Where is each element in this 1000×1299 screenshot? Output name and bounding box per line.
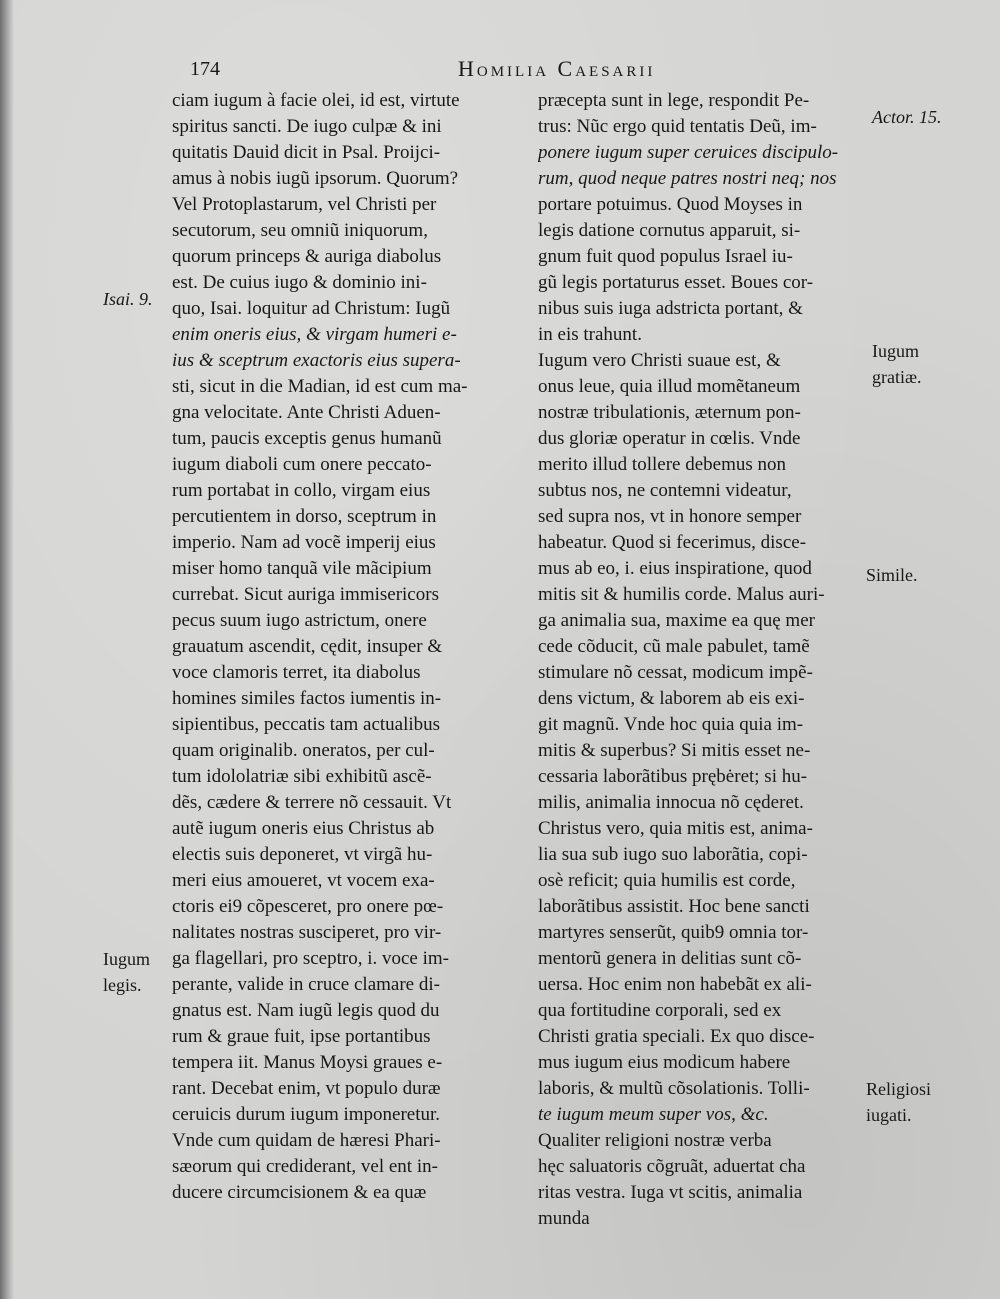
text-line: electis suis deponeret, vt virgã hu- [172, 844, 433, 865]
text-line: Iugum vero Christi suaue est, & [538, 350, 781, 371]
text-line: miser homo tanquã vile mãcipium [172, 558, 432, 579]
text-line: cede cõducit, cũ male pabulet, tamẽ [538, 636, 810, 657]
text-line: rum portabat in collo, virgam eius [172, 480, 431, 501]
margin-note-actor [872, 104, 942, 130]
text-line: gnum fuit quod populus Israel iu- [538, 246, 793, 267]
text-line: hęc saluatoris cõgruãt, aduertat cha [538, 1156, 806, 1177]
text-line: in eis trahunt. [538, 324, 642, 345]
text-line: tum idololatriæ sibi exhibitũ ascẽ- [172, 766, 432, 787]
margin-note-text: Isai. 9. [103, 289, 153, 309]
text-line: gna velocitate. Ante Christi Aduen- [172, 402, 441, 423]
text-line: præcepta sunt in lege, respondit Pe- [538, 90, 810, 111]
text-line: est. De cuius iugo & dominio ini- [172, 272, 427, 293]
text-line: voce clamoris terret, ita diabolus [172, 662, 421, 683]
text-line: merito illud tollere debemus non [538, 454, 787, 475]
text-line: imperio. Nam ad vocẽ imperij eius [172, 532, 436, 553]
text-line: dẽs, cædere & terrere nõ cessauit. Vt [172, 792, 452, 813]
text-line: quo, Isai. loquitur ad Christum: Iugũ [172, 298, 451, 319]
text-line: sed supra nos, vt in honore semper [538, 506, 802, 527]
text-line: Christus vero, quia mitis est, anima- [538, 818, 813, 839]
text-line: Christi gratia speciali. Ex quo disce- [538, 1026, 815, 1047]
text-line: perante, valide in cruce clamare di- [172, 974, 440, 995]
text-line: gnatus est. Nam iugũ legis quod du [172, 1000, 440, 1021]
text-line: dens victum, & laborem ab eis exi- [538, 688, 805, 709]
text-line: sæorum qui crediderant, vel ent in- [172, 1156, 438, 1177]
margin-note-iugum-legis [103, 946, 150, 998]
text-line: habeatur. Quod si fecerimus, disce- [538, 532, 807, 553]
margin-note-religiosi [866, 1076, 931, 1128]
text-line: rum & graue fuit, ipse portantibus [172, 1026, 431, 1047]
text-line: munda [538, 1208, 590, 1229]
text-line: mitis sit & humilis corde. Malus auri- [538, 584, 825, 605]
text-line: subtus nos, ne contemni videatur, [538, 480, 792, 501]
text-line: currebat. Sicut auriga immisericors [172, 584, 439, 605]
text-line: tum, paucis exceptis genus humanũ [172, 428, 442, 449]
text-line: ctoris ei9 cõpesceret, pro onere pœ- [172, 896, 444, 917]
text-line: ponere iugum super ceruices discipulo- [538, 142, 839, 163]
text-line: rum, quod neque patres nostri neq; nos [538, 168, 837, 189]
text-line: secutorum, seu omniũ iniquorum, [172, 220, 428, 241]
text-line: meri eius amoueret, vt vocem exa- [172, 870, 435, 891]
text-line: laboris, & multũ cõsolationis. Tolli- [538, 1078, 810, 1099]
text-line: legis datione cornutus apparuit, si- [538, 220, 801, 241]
page-header [0, 56, 1000, 86]
text-line: dus gloriæ operatur in cœlis. Vnde [538, 428, 801, 449]
text-line: git magnũ. Vnde hoc quia quia im- [538, 714, 804, 735]
text-line: Qualiter religioni nostræ verba [538, 1130, 772, 1151]
margin-note-text: Actor. 15. [872, 107, 942, 127]
text-line: nalitates nostras susciperet, pro vir- [172, 922, 442, 943]
text-line: homines similes factos iumentis in- [172, 688, 442, 709]
text-line: gũ legis portaturus esset. Boues cor- [538, 272, 814, 293]
text-line: ceruicis durum iugum imponeretur. [172, 1104, 441, 1125]
text-line: ritas vestra. Iuga vt scitis, animalia [538, 1182, 803, 1203]
margin-note-line: iugati. [866, 1105, 912, 1125]
text-line: quorum princeps & auriga diabolus [172, 246, 442, 267]
page-gutter-shadow [0, 0, 14, 1299]
text-line: quam originalib. oneratos, per cul- [172, 740, 435, 761]
text-line: autẽ iugum oneris eius Christus ab [172, 818, 435, 839]
text-line: milis, animalia innocua nõ cęderet. [538, 792, 804, 813]
text-line: martyres senserũt, quib9 omnia tor- [538, 922, 809, 943]
right-text-column [538, 88, 868, 1232]
text-line: Vnde cum quidam de hæresi Phari- [172, 1130, 441, 1151]
text-line: sipientibus, peccatis tam actualibus [172, 714, 441, 735]
text-line: portare potuimus. Quod Moyses in [538, 194, 803, 215]
text-line: rant. Decebat enim, vt populo duræ [172, 1078, 441, 1099]
text-line: stimulare nõ cessat, modicum impẽ- [538, 662, 813, 683]
text-line: ius & sceptrum exactoris eius supera- [172, 350, 461, 371]
margin-note-iugum-gratiae [872, 338, 922, 390]
page-number: 174 [190, 58, 220, 80]
text-line: qua fortitudine corporali, sed ex [538, 1000, 782, 1021]
text-line: ducere circumcisionem & ea quæ [172, 1182, 427, 1203]
text-line: percutientem in dorso, sceptrum in [172, 506, 437, 527]
text-line: uersa. Hoc enim non habebãt ex ali- [538, 974, 812, 995]
margin-note-line: Religiosi [866, 1079, 932, 1099]
text-line: ciam iugum à facie olei, id est, virtute [172, 90, 460, 111]
text-line: tempera iit. Manus Moysi graues e- [172, 1052, 443, 1073]
text-line: mus ab eo, i. eius inspiratione, quod [538, 558, 812, 579]
text-line: iugum diaboli cum onere peccato- [172, 454, 432, 475]
margin-note-line: Iugum [872, 341, 919, 361]
text-line: ga flagellari, pro sceptro, i. voce im- [172, 948, 449, 969]
running-head: Homilia Caesarii [458, 56, 656, 81]
margin-note-simile [866, 562, 918, 588]
margin-note-isai [103, 286, 153, 312]
margin-note-text: Simile. [866, 565, 918, 585]
text-line: mentorũ genera in delitias sunt cõ- [538, 948, 802, 969]
margin-note-line: gratiæ. [872, 367, 922, 387]
left-text-column [172, 88, 522, 1206]
text-line: lia sua sub iugo suo laborãtia, copi- [538, 844, 808, 865]
text-line: amus à nobis iugũ ipsorum. Quorum? [172, 168, 459, 189]
text-line: spiritus sancti. De iugo culpæ & ini [172, 116, 442, 137]
text-line: mitis & superbus? Si mitis esset ne- [538, 740, 811, 761]
text-line: nibus suis iuga adstricta portant, & [538, 298, 803, 319]
text-line: cessaria laborãtibus prębėret; si hu- [538, 766, 808, 787]
text-line: osè reficit; quia humilis est corde, [538, 870, 796, 891]
text-line: laborãtibus assistit. Hoc bene sancti [538, 896, 810, 917]
margin-note-line: legis. [103, 975, 142, 995]
text-line: grauatum ascendit, cędit, insuper & [172, 636, 443, 657]
text-line: trus: Nũc ergo quid tentatis Deũ, im- [538, 116, 817, 137]
text-line: sti, sicut in die Madian, id est cum ma- [172, 376, 468, 397]
text-line: te iugum meum super vos, &c. [538, 1104, 769, 1125]
margin-note-line: Iugum [103, 949, 150, 969]
text-line: onus leue, quia illud momẽtaneum [538, 376, 801, 397]
text-line: nostræ tribulationis, æternum pon- [538, 402, 801, 423]
text-line: ga animalia sua, maxime ea quę mer [538, 610, 815, 631]
text-line: mus iugum eius modicum habere [538, 1052, 791, 1073]
text-line: enim oneris eius, & virgam humeri e- [172, 324, 457, 345]
text-line: pecus suum iugo astrictum, onere [172, 610, 427, 631]
text-line: Vel Protoplastarum, vel Christi per [172, 194, 437, 215]
text-line: quitatis Dauid dicit in Psal. Proijci- [172, 142, 441, 163]
